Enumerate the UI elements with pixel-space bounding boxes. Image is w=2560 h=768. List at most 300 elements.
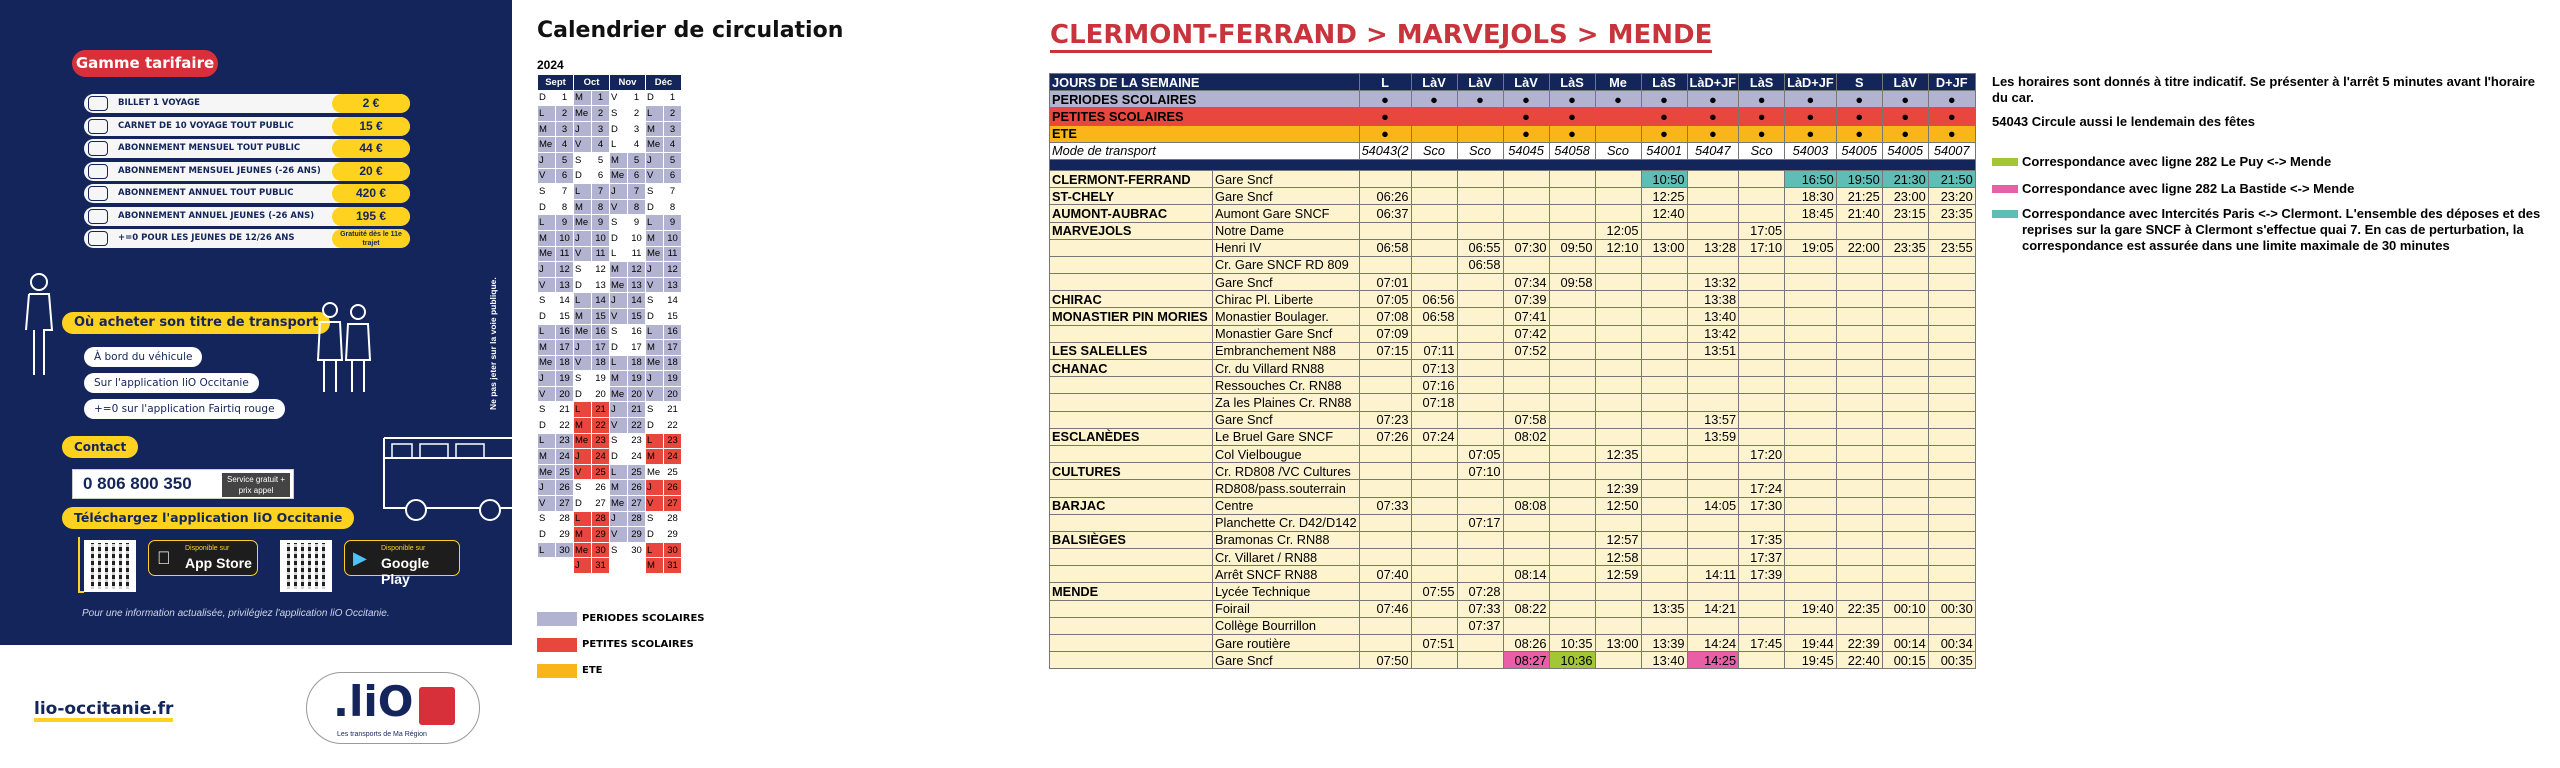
- transport-code: 54043(2: [1359, 142, 1411, 159]
- calendar-weekday: J: [538, 262, 556, 278]
- calendar-row: [538, 137, 682, 153]
- stop-time: [1411, 549, 1457, 566]
- stop-time: 00:34: [1928, 635, 1975, 652]
- stop-time: [1882, 445, 1928, 462]
- tarif-row: [84, 117, 410, 136]
- calendar-weekday: M: [574, 308, 592, 324]
- stop-time: 00:10: [1882, 600, 1928, 617]
- period-label: PETITES SCOLAIRES: [1050, 108, 1360, 125]
- period-dot: ●: [1641, 108, 1687, 125]
- stop-time: [1687, 549, 1739, 566]
- calendar-day: 31: [664, 558, 682, 574]
- calendar-day: 28: [628, 511, 646, 527]
- stop-row: [1050, 170, 1976, 187]
- stop-time: [1785, 394, 1837, 411]
- calendar-day: 15: [592, 308, 610, 324]
- period-dot: ●: [1503, 125, 1549, 142]
- contact-title: Contact: [62, 436, 138, 458]
- calendar-day: 26: [592, 480, 610, 496]
- tarif-row: [84, 94, 410, 113]
- qr-code-ios[interactable]: [84, 540, 136, 592]
- stop-time: [1785, 411, 1837, 428]
- stop-time: [1359, 170, 1411, 187]
- stop-time: 19:05: [1785, 239, 1837, 256]
- calendar-weekday: Me: [574, 324, 592, 340]
- stop-time: [1928, 274, 1975, 291]
- stop-time: 10:35: [1549, 635, 1595, 652]
- calendar-day: 13: [628, 277, 646, 293]
- tarif-label: ABONNEMENT ANNUEL JEUNES (-26 ANS): [118, 210, 315, 221]
- period-dot: ●: [1687, 125, 1739, 142]
- transport-code: Sco: [1457, 142, 1503, 159]
- googleplay-button[interactable]: [344, 540, 460, 587]
- stop-town: [1050, 274, 1213, 291]
- stop-time: [1411, 514, 1457, 531]
- stop-time: [1785, 360, 1837, 377]
- transport-code: 54005: [1836, 142, 1882, 159]
- timetable-days-row: [1050, 74, 1976, 91]
- stop-time: [1785, 463, 1837, 480]
- stop-time: 14:11: [1687, 566, 1739, 583]
- stop-town: LES SALELLES: [1050, 342, 1213, 359]
- transport-label: Mode de transport: [1050, 142, 1360, 159]
- stop-time: [1687, 188, 1739, 205]
- calendar-day: 7: [628, 184, 646, 200]
- stop-time: [1836, 566, 1882, 583]
- calendar-row: [538, 402, 682, 418]
- calendar-weekday: M: [610, 152, 628, 168]
- appstore-button[interactable]: [148, 540, 258, 576]
- stop-time: [1785, 274, 1837, 291]
- stop-name: Ressouches Cr. RN88: [1213, 377, 1360, 394]
- calendar-weekday: D: [610, 230, 628, 246]
- stop-row: [1050, 531, 1976, 548]
- calendar-weekday: Me: [610, 496, 628, 512]
- stop-name: RD808/pass.souterrain: [1213, 480, 1360, 497]
- stop-time: [1928, 394, 1975, 411]
- stop-time: 19:44: [1785, 635, 1837, 652]
- stop-time: [1503, 583, 1549, 600]
- stop-time: [1641, 463, 1687, 480]
- stop-time: [1503, 170, 1549, 187]
- stop-time: [1359, 617, 1411, 634]
- stop-name: Gare Sncf: [1213, 274, 1360, 291]
- stop-time: [1928, 308, 1975, 325]
- stop-time: [1549, 377, 1595, 394]
- phone-box[interactable]: [72, 469, 294, 499]
- stop-time: [1549, 188, 1595, 205]
- stop-time: [1882, 549, 1928, 566]
- stop-time: [1457, 497, 1503, 514]
- stop-time: [1359, 445, 1411, 462]
- calendar-day: 6: [592, 168, 610, 184]
- calendar-day: 18: [664, 355, 682, 371]
- period-dot: ●: [1549, 108, 1595, 125]
- stop-town: [1050, 239, 1213, 256]
- stop-time: [1928, 566, 1975, 583]
- stop-name: Planchette Cr. D42/D142: [1213, 514, 1360, 531]
- buy-option-app[interactable]: Sur l'application liO Occitanie: [84, 373, 259, 393]
- calendar-weekday: D: [538, 90, 556, 106]
- stop-town: BALSIÈGES: [1050, 531, 1213, 548]
- stop-time: [1411, 445, 1457, 462]
- calendar-row: [538, 511, 682, 527]
- qr-code-android[interactable]: [280, 540, 332, 592]
- play-icon: ▶: [353, 548, 367, 568]
- stop-time: 06:55: [1457, 239, 1503, 256]
- calendar-day: 9: [592, 215, 610, 231]
- calendar-day: 3: [628, 121, 646, 137]
- stop-time: [1687, 514, 1739, 531]
- stop-time: [1641, 360, 1687, 377]
- googleplay-label: Google Play: [381, 555, 430, 587]
- calendar-row: [538, 230, 682, 246]
- stop-time: [1739, 205, 1785, 222]
- stop-row: [1050, 256, 1976, 273]
- stop-time: [1411, 222, 1457, 239]
- stop-time: [1836, 531, 1882, 548]
- stop-time: [1739, 514, 1785, 531]
- stop-time: 18:45: [1785, 205, 1837, 222]
- calendar-month: Déc: [646, 75, 682, 91]
- website-link[interactable]: lio-occitanie.fr: [34, 700, 173, 722]
- calendar-row: [538, 433, 682, 449]
- stop-time: [1928, 445, 1975, 462]
- stop-time: [1785, 549, 1837, 566]
- stop-name: Le Bruel Gare SNCF: [1213, 428, 1360, 445]
- calendar-weekday: M: [610, 371, 628, 387]
- stop-time: [1457, 291, 1503, 308]
- stop-time: [1739, 617, 1785, 634]
- stop-time: [1457, 428, 1503, 445]
- calendar-day: [628, 558, 646, 574]
- buy-option-fairtiq[interactable]: +=0 sur l'application Fairtiq rouge: [84, 399, 285, 419]
- calendar-weekday: V: [646, 496, 664, 512]
- stop-time: [1359, 531, 1411, 548]
- calendar-day: 27: [556, 496, 574, 512]
- calendar-weekday: V: [610, 418, 628, 434]
- tarif-label: BILLET 1 VOYAGE: [118, 98, 200, 108]
- stop-row: [1050, 635, 1976, 652]
- calendar-weekday: M: [610, 480, 628, 496]
- stop-time: [1739, 188, 1785, 205]
- calendar-day: 2: [664, 106, 682, 122]
- calendar-weekday: S: [610, 542, 628, 558]
- info-text: Pour une information actualisée, privilégiez l'application liO Occitanie.: [82, 608, 390, 619]
- calendar-weekday: [610, 558, 628, 574]
- calendar-weekday: L: [610, 464, 628, 480]
- calendar-row: [538, 293, 682, 309]
- stop-time: [1549, 428, 1595, 445]
- calendar-day: 2: [628, 106, 646, 122]
- stop-time: [1882, 583, 1928, 600]
- stop-time: [1687, 617, 1739, 634]
- calendar-day: 27: [628, 496, 646, 512]
- stop-time: [1549, 342, 1595, 359]
- correspondance-swatch: [1992, 210, 2018, 218]
- stop-row: [1050, 394, 1976, 411]
- stop-time: [1457, 342, 1503, 359]
- stop-time: [1595, 291, 1641, 308]
- calendar-row: [538, 542, 682, 558]
- stop-time: [1457, 480, 1503, 497]
- stop-time: 14:24: [1687, 635, 1739, 652]
- calendar-grid: [537, 74, 682, 574]
- calendar-weekday: Me: [646, 137, 664, 153]
- stop-time: [1739, 583, 1785, 600]
- calendar-day: 29: [664, 527, 682, 543]
- transport-code: 54003: [1785, 142, 1837, 159]
- stop-time: 13:40: [1641, 652, 1687, 669]
- ticket-icon: [88, 231, 108, 246]
- calendar-weekday: Me: [574, 542, 592, 558]
- stop-time: 17:30: [1739, 497, 1785, 514]
- calendar-weekday: L: [610, 137, 628, 153]
- calendar-day: 17: [664, 340, 682, 356]
- calendar-weekday: D: [538, 527, 556, 543]
- calendar-weekday: Me: [538, 464, 556, 480]
- calendar-weekday: M: [538, 340, 556, 356]
- calendar-weekday: M: [574, 90, 592, 106]
- stop-name: Cr. Villaret / RN88: [1213, 549, 1360, 566]
- stop-time: [1882, 308, 1928, 325]
- calendar-day: 10: [628, 230, 646, 246]
- stop-town: BARJAC: [1050, 497, 1213, 514]
- calendar-weekday: D: [538, 418, 556, 434]
- calendar-day: 1: [556, 90, 574, 106]
- calendar-row: [538, 340, 682, 356]
- stop-time: 07:52: [1503, 342, 1549, 359]
- calendar-day: 5: [664, 152, 682, 168]
- correspondance-label: Correspondance avec ligne 282 Le Puy <-> Mende: [2022, 154, 2332, 169]
- stop-row: [1050, 205, 1976, 222]
- stop-name: Collège Bourrillon: [1213, 617, 1360, 634]
- calendar-weekday: V: [574, 355, 592, 371]
- stop-time: 12:35: [1595, 445, 1641, 462]
- calendar-row: [538, 496, 682, 512]
- note-indicative: Les horaires sont donnés à titre indicatif. Se présenter à l'arrêt 5 minutes avant l'horaire du car.: [1992, 74, 2535, 105]
- calendar-row: [538, 168, 682, 184]
- stop-time: [1785, 445, 1837, 462]
- period-dot: ●: [1739, 108, 1785, 125]
- stop-time: 13:28: [1687, 239, 1739, 256]
- calendar-day: 1: [664, 90, 682, 106]
- stop-time: [1836, 445, 1882, 462]
- stop-time: 07:18: [1411, 394, 1457, 411]
- stop-time: [1641, 549, 1687, 566]
- calendar-weekday: D: [646, 308, 664, 324]
- calendar-day: 16: [592, 324, 610, 340]
- period-dot: ●: [1836, 108, 1882, 125]
- stop-time: [1928, 549, 1975, 566]
- ticket-icon: [88, 186, 108, 201]
- calendar-weekday: D: [610, 449, 628, 465]
- stop-time: 07:33: [1359, 497, 1411, 514]
- calendar-weekday: L: [646, 215, 664, 231]
- stop-row: [1050, 274, 1976, 291]
- stop-time: [1503, 377, 1549, 394]
- period-dot: ●: [1836, 91, 1882, 108]
- period-dot: ●: [1882, 125, 1928, 142]
- stop-time: 07:15: [1359, 342, 1411, 359]
- tarif-row: [84, 207, 410, 226]
- stop-time: [1785, 342, 1837, 359]
- tarif-row: [84, 184, 410, 203]
- period-label: PERIODES SCOLAIRES: [1050, 91, 1360, 108]
- stop-time: 23:35: [1928, 205, 1975, 222]
- calendar-weekday: J: [646, 480, 664, 496]
- stop-time: 13:39: [1641, 635, 1687, 652]
- stop-time: [1928, 514, 1975, 531]
- stop-time: [1836, 463, 1882, 480]
- calendar-day: 3: [592, 121, 610, 137]
- stop-town: MONASTIER PIN MORIES: [1050, 308, 1213, 325]
- stop-time: [1503, 617, 1549, 634]
- calendar-weekday: V: [610, 308, 628, 324]
- stop-time: [1549, 617, 1595, 634]
- calendar-legend-swatch: [537, 664, 577, 678]
- calendar-weekday: D: [646, 199, 664, 215]
- stop-time: [1836, 291, 1882, 308]
- stop-time: [1836, 394, 1882, 411]
- ticket-icon: [88, 119, 108, 134]
- period-dot: ●: [1549, 125, 1595, 142]
- calendar-day: 20: [628, 386, 646, 402]
- calendar-weekday: V: [538, 277, 556, 293]
- calendar-row: [538, 184, 682, 200]
- calendar-weekday: V: [574, 137, 592, 153]
- stop-row: [1050, 308, 1976, 325]
- calendar-day: 12: [592, 262, 610, 278]
- stop-row: [1050, 583, 1976, 600]
- transport-code: 54007: [1928, 142, 1975, 159]
- calendar-day: 1: [628, 90, 646, 106]
- calendar-weekday: L: [610, 355, 628, 371]
- stop-time: [1785, 377, 1837, 394]
- stop-time: [1641, 394, 1687, 411]
- stop-row: [1050, 325, 1976, 342]
- phone-number[interactable]: 0 806 800 350: [83, 474, 192, 493]
- stop-time: [1503, 514, 1549, 531]
- stop-time: 16:50: [1785, 170, 1837, 187]
- period-dot: ●: [1785, 125, 1837, 142]
- calendar-weekday: [538, 558, 556, 574]
- calendar-day: 24: [556, 449, 574, 465]
- stop-time: 19:45: [1785, 652, 1837, 669]
- lio-logo-caption: Les transports de Ma Région: [337, 731, 427, 738]
- calendar-month: Oct: [574, 75, 610, 91]
- tarif-row: [84, 162, 410, 181]
- calendar-day: 24: [628, 449, 646, 465]
- calendar-weekday: L: [646, 433, 664, 449]
- calendar-weekday: M: [574, 418, 592, 434]
- stop-time: [1457, 360, 1503, 377]
- calendar-weekday: M: [538, 449, 556, 465]
- stop-time: [1549, 497, 1595, 514]
- calendar-weekday: M: [646, 121, 664, 137]
- stop-time: [1595, 170, 1641, 187]
- calendar-day: 6: [664, 168, 682, 184]
- stop-time: 07:26: [1359, 428, 1411, 445]
- calendar-day: 23: [628, 433, 646, 449]
- calendar-weekday: D: [538, 199, 556, 215]
- stop-time: 13:59: [1687, 428, 1739, 445]
- calendar-day: 14: [664, 293, 682, 309]
- stop-time: 07:41: [1503, 308, 1549, 325]
- stop-row: [1050, 617, 1976, 634]
- googleplay-small: Disponible sur: [381, 545, 426, 552]
- stop-time: [1549, 360, 1595, 377]
- calendar-weekday: M: [646, 449, 664, 465]
- stop-name: Embranchement N88: [1213, 342, 1360, 359]
- stop-time: 12:05: [1595, 222, 1641, 239]
- stop-town: CLERMONT-FERRAND: [1050, 170, 1213, 187]
- couple-illustration: [310, 300, 380, 395]
- calendar-weekday: M: [646, 558, 664, 574]
- stop-time: [1882, 531, 1928, 548]
- stop-time: [1739, 600, 1785, 617]
- calendar-weekday: L: [538, 542, 556, 558]
- stop-town: [1050, 514, 1213, 531]
- calendar-day: 17: [628, 340, 646, 356]
- stop-name: Gare Sncf: [1213, 170, 1360, 187]
- stop-time: [1882, 291, 1928, 308]
- calendar-row: [538, 558, 682, 574]
- calendar-weekday: J: [646, 152, 664, 168]
- calendar-weekday: S: [646, 402, 664, 418]
- calendar-day: 8: [664, 199, 682, 215]
- stop-time: [1785, 325, 1837, 342]
- stop-time: [1882, 463, 1928, 480]
- calendar-weekday: J: [574, 558, 592, 574]
- ticket-icon: [88, 96, 108, 111]
- stop-time: 14:05: [1687, 497, 1739, 514]
- stop-time: 12:50: [1595, 497, 1641, 514]
- calendar-weekday: L: [574, 293, 592, 309]
- period-dot: ●: [1641, 125, 1687, 142]
- stop-time: [1549, 583, 1595, 600]
- stop-time: [1641, 428, 1687, 445]
- calendar-weekday: D: [610, 340, 628, 356]
- stop-time: [1928, 583, 1975, 600]
- stop-time: 00:14: [1882, 635, 1928, 652]
- stop-time: [1882, 411, 1928, 428]
- calendar-weekday: S: [538, 184, 556, 200]
- stop-time: 09:58: [1549, 274, 1595, 291]
- stop-time: [1359, 256, 1411, 273]
- calendar-row: [538, 464, 682, 480]
- stop-time: 21:50: [1928, 170, 1975, 187]
- period-dot: [1457, 108, 1503, 125]
- stop-time: [1687, 463, 1739, 480]
- stop-time: [1411, 617, 1457, 634]
- calendar-day: 8: [556, 199, 574, 215]
- stop-time: [1595, 652, 1641, 669]
- stop-time: 12:10: [1595, 239, 1641, 256]
- stop-row: [1050, 463, 1976, 480]
- stop-time: [1503, 360, 1549, 377]
- stop-time: 23:35: [1882, 239, 1928, 256]
- stop-time: [1836, 514, 1882, 531]
- timetable: [1049, 73, 1976, 669]
- bus-illustration: [380, 418, 512, 528]
- calendar-day: 12: [556, 262, 574, 278]
- calendar-day: 4: [628, 137, 646, 153]
- period-row: [1050, 91, 1976, 108]
- calendar-weekday: S: [610, 106, 628, 122]
- period-dot: ●: [1928, 91, 1975, 108]
- period-row: [1050, 108, 1976, 125]
